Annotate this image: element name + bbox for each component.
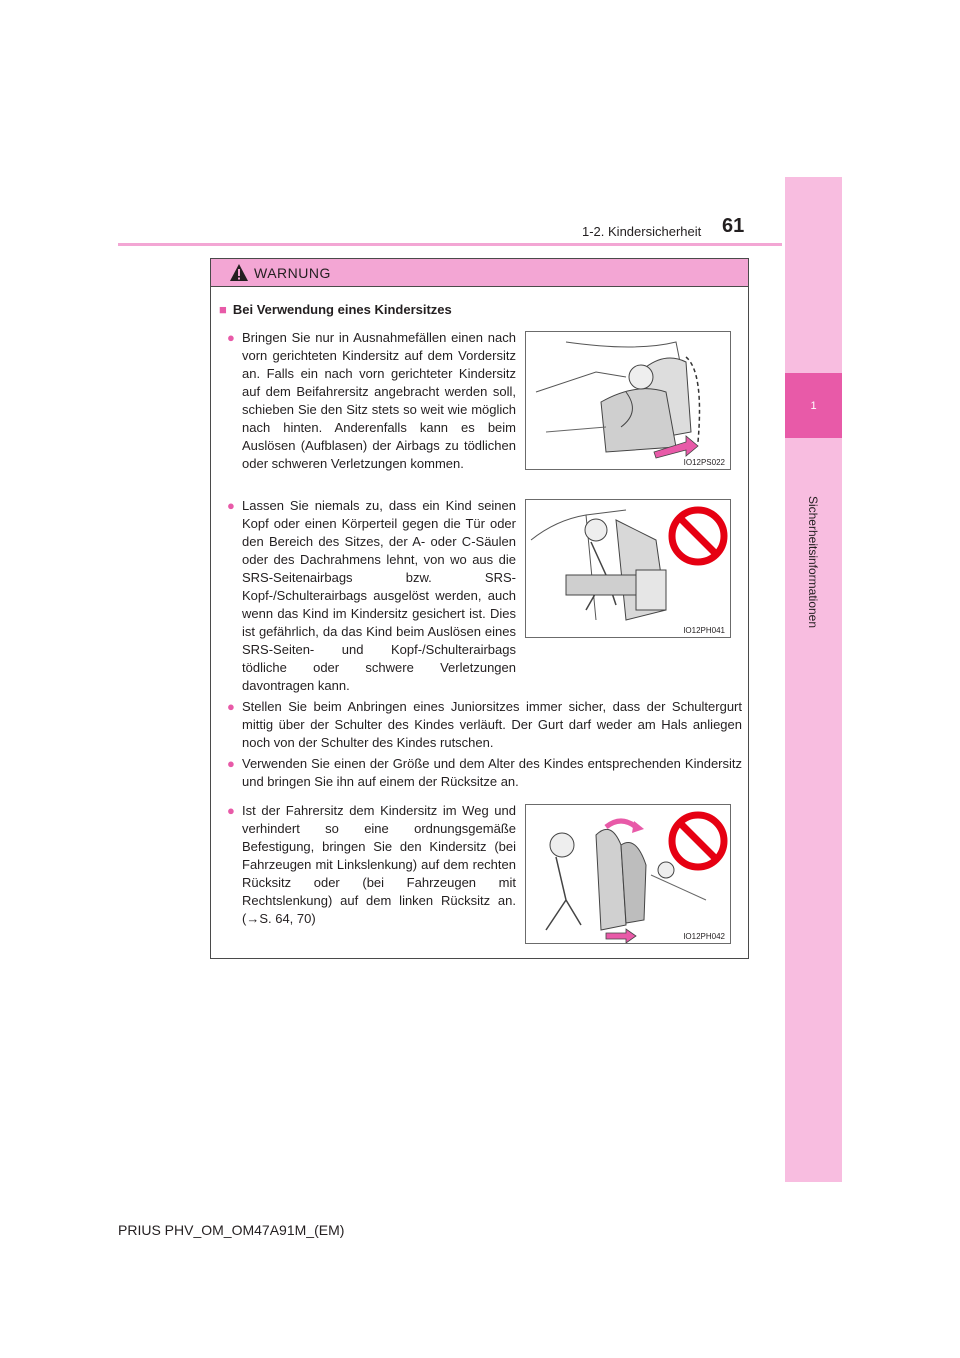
child-leaning-on-door-illustration-icon xyxy=(526,500,731,638)
chapter-name: Sicherheitsinformationen xyxy=(806,495,820,629)
bullet-dot-icon: ● xyxy=(227,803,235,818)
warning-bullet xyxy=(227,329,516,473)
chapter-number: 1 xyxy=(785,373,842,438)
warning-box xyxy=(210,258,749,959)
warning-subheading-text: Bei Verwendung eines Kindersitzes xyxy=(232,302,452,317)
figure-driver-seat-blocking xyxy=(525,804,731,944)
page-number: 61 xyxy=(722,215,745,237)
bullet-dot-icon: ● xyxy=(227,756,235,771)
section-title: 1-2. Kindersicherheit xyxy=(582,224,702,239)
bullet-dot-icon: ● xyxy=(227,330,235,345)
warning-bullet-text: Verwenden Sie einen der Größe und dem Alter des Kindes entsprechenden Kindersitz und bringen Sie ihn auf einem der Rücksitze an. xyxy=(242,756,742,789)
warning-bullet-text: Bringen Sie nur in Ausnahmefällen einen nach vorn gerichteten Kindersitz auf dem Vordersitz an. Falls ein nach vorn gerichteter Kindersitz auf dem Beifahrersitz angebracht werden soll, schieben Sie den Sitz stets so weit wie möglich nach hinten. Anderenfalls kann es beim Auslösen (Aufblasen) der Airbags zu tödlichen oder schweren Verletzungen kommen. xyxy=(242,330,516,471)
figure-code: IO12PH042 xyxy=(683,932,725,941)
document-id: PRIUS PHV_OM_OM47A91M_(EM) xyxy=(118,1222,345,1238)
header-divider xyxy=(118,243,782,246)
warning-bullet-text: Stellen Sie beim Anbringen eines Juniorsitzes immer sicher, dass der Schultergurt mittig über der Schulter des Kindes verläuft. Der Gurt darf weder am Hals anliegen noch von der Schulter des Kindes rutschen. xyxy=(242,699,742,750)
warning-bullet-text: Lassen Sie niemals zu, dass ein Kind seinen Kopf oder einen Körperteil gegen die Tür oder den Bereich des Sitzes, der A- oder C-Säulen oder des Dachrahmens lehnt, von wo aus die SRS-Seitenairbags bzw. SRS-Kopf-/Schulterairbags ausgelöst werden, auch wenn das Kind im Kindersitz gesichert ist. Dies ist gefährlich, da das Kind beim Auslösen eines SRS-Seiten- und Kopf-/Schulterairbags tödliche oder schwere Verletzungen davontragen kann. xyxy=(242,498,516,693)
side-tab xyxy=(785,177,842,1182)
warning-bullet-text: Ist der Fahrersitz dem Kindersitz im Weg und verhindert so eine ordnungsgemäße Befestigung, bringen Sie den Kindersitz (bei Fahrzeugen mit Linkslenkung) auf dem rechten Rücksitz oder (bei Fahrzeugen mit Rechtslenkung) auf dem linken Rücksitz an. (→S. 64, 70) xyxy=(242,803,516,926)
warning-header xyxy=(211,259,748,287)
warning-title: WARNUNG xyxy=(254,265,331,281)
warning-subheading xyxy=(219,302,452,317)
figure-child-leaning-on-door xyxy=(525,499,731,638)
driver-seat-blocking-child-seat-illustration-icon xyxy=(526,805,731,944)
figure-code: IO12PS022 xyxy=(683,458,725,467)
warning-bullet xyxy=(227,698,742,752)
bullet-dot-icon: ● xyxy=(227,699,235,714)
figure-code: IO12PH041 xyxy=(683,626,725,635)
bullet-dot-icon: ● xyxy=(227,498,235,513)
warning-bullet xyxy=(227,755,742,791)
warning-bullet xyxy=(227,497,516,695)
warning-bullet xyxy=(227,802,516,928)
square-bullet-icon: ■ xyxy=(219,302,227,317)
front-seat-child-seat-illustration-icon xyxy=(526,332,731,470)
figure-front-seat-child-seat xyxy=(525,331,731,470)
warning-triangle-icon xyxy=(229,263,249,283)
